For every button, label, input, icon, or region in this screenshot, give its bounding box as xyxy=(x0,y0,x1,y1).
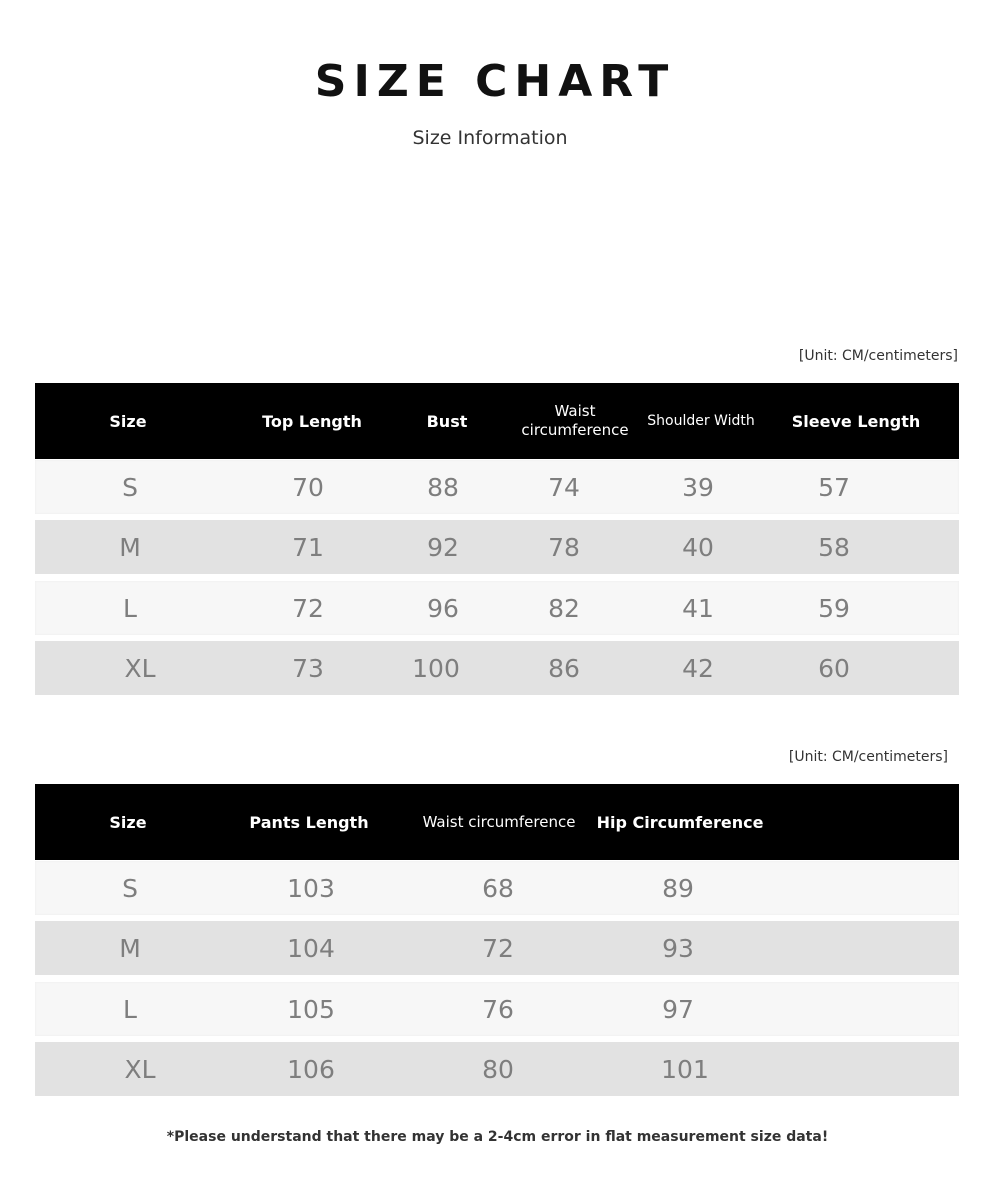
header-top-length: Top Length xyxy=(262,411,362,431)
table-row xyxy=(35,982,959,1036)
header-bust: Bust xyxy=(426,411,468,431)
cell-pants-length: 103 xyxy=(287,873,335,903)
cell-size: S xyxy=(122,873,138,903)
bottom-table-unit: [Unit: CM/centimeters] xyxy=(788,749,948,765)
header-waist-line1: Waist xyxy=(554,402,596,420)
cell-shoulder: 39 xyxy=(682,472,714,502)
cell-hip: 89 xyxy=(662,873,694,903)
cell-sleeve: 59 xyxy=(818,593,850,623)
header-waist xyxy=(513,383,637,459)
table-row xyxy=(35,520,959,574)
page-title: SIZE CHART xyxy=(314,56,676,107)
cell-size: L xyxy=(123,994,137,1024)
cell-waist: 78 xyxy=(548,532,580,562)
cell-size: M xyxy=(119,933,141,963)
header-waist-circumference: Waist circumference xyxy=(422,812,576,831)
cell-bust: 100 xyxy=(412,653,460,683)
cell-waist: 72 xyxy=(482,933,514,963)
header-size: Size xyxy=(109,812,147,832)
cell-shoulder: 40 xyxy=(682,532,714,562)
header-size: Size xyxy=(109,411,147,431)
cell-size: XL xyxy=(124,653,156,683)
cell-waist: 86 xyxy=(548,653,580,683)
header-shoulder-width: Shoulder Width xyxy=(647,412,755,429)
cell-bust: 88 xyxy=(427,472,459,502)
cell-pants-length: 104 xyxy=(287,933,335,963)
header-hip-circumference: Hip Circumference xyxy=(596,812,764,832)
cell-sleeve: 58 xyxy=(818,532,850,562)
cell-top-length: 72 xyxy=(292,593,324,623)
table-row xyxy=(35,581,959,635)
top-size-table xyxy=(35,383,959,459)
measurement-note: *Please understand that there may be a 2-4cm error in flat measurement size data! xyxy=(166,1129,829,1145)
bottom-table-header xyxy=(35,784,959,860)
table-row xyxy=(35,921,959,975)
cell-sleeve: 57 xyxy=(818,472,850,502)
cell-size: M xyxy=(119,532,141,562)
cell-top-length: 73 xyxy=(292,653,324,683)
page-subtitle: Size Information xyxy=(412,127,568,149)
cell-pants-length: 105 xyxy=(287,994,335,1024)
cell-size: S xyxy=(122,472,138,502)
top-table-header xyxy=(35,383,959,459)
cell-waist: 74 xyxy=(548,472,580,502)
table-row xyxy=(35,460,959,514)
top-table-unit: [Unit: CM/centimeters] xyxy=(798,348,958,364)
header-pants-length: Pants Length xyxy=(249,812,369,832)
cell-size: L xyxy=(123,593,137,623)
table-row xyxy=(35,1042,959,1096)
cell-shoulder: 41 xyxy=(682,593,714,623)
table-row xyxy=(35,641,959,695)
cell-pants-length: 106 xyxy=(287,1054,335,1084)
cell-waist: 80 xyxy=(482,1054,514,1084)
cell-hip: 93 xyxy=(662,933,694,963)
cell-top-length: 70 xyxy=(292,472,324,502)
cell-hip: 101 xyxy=(661,1054,709,1084)
cell-hip: 97 xyxy=(662,994,694,1024)
cell-bust: 92 xyxy=(427,532,459,562)
cell-waist: 76 xyxy=(482,994,514,1024)
header-sleeve-length: Sleeve Length xyxy=(791,411,921,431)
cell-bust: 96 xyxy=(427,593,459,623)
cell-size: XL xyxy=(124,1054,156,1084)
bottom-size-table xyxy=(35,784,959,860)
cell-sleeve: 60 xyxy=(818,653,850,683)
cell-shoulder: 42 xyxy=(682,653,714,683)
table-row xyxy=(35,861,959,915)
header-waist-line2: circumference xyxy=(521,421,629,439)
cell-waist: 68 xyxy=(482,873,514,903)
cell-top-length: 71 xyxy=(292,532,324,562)
cell-waist: 82 xyxy=(548,593,580,623)
